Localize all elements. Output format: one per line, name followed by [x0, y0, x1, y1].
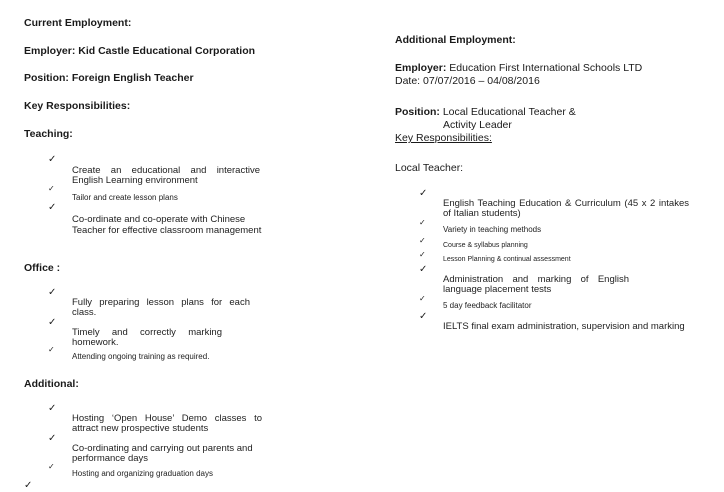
list-item: IELTS final exam administration, supervision and marking — [443, 321, 685, 332]
current-employment-title: Current Employment: — [24, 17, 132, 29]
key-responsibilities-heading: Key Responsibilities: — [24, 100, 131, 112]
list-item: Fully preparing lesson plans for each class. — [72, 297, 250, 318]
list-item: Administration and marking of English language placement tests — [443, 274, 629, 295]
list-item: Create an educational and interactive English Learning environment — [72, 165, 260, 186]
checkmark-icon: ✓ — [48, 287, 57, 298]
checkmark-icon: ✓ — [419, 188, 428, 199]
checkmark-icon: ✓ — [419, 294, 426, 303]
list-item: Co-ordinating and carrying out parents and performance days — [72, 443, 253, 464]
list-item: Timely and correctly marking homework. — [72, 327, 222, 348]
employer-line: Employer: Kid Castle Educational Corporation — [24, 45, 256, 57]
employer-value: Education First International Schools LTD — [446, 62, 643, 74]
checkmark-icon: ✓ — [48, 317, 57, 328]
employer-label: Employer: — [395, 62, 447, 74]
list-item: Hosting ‘Open House’ Demo classes to attract new prospective students — [72, 413, 262, 434]
additional-employment-title: Additional Employment: — [395, 34, 516, 46]
list-item: Hosting and organizing graduation days — [72, 469, 213, 478]
checkmark-icon: ✓ — [48, 202, 57, 213]
checkmark-icon: ✓ — [419, 218, 426, 227]
checkmark-icon: ✓ — [48, 184, 55, 193]
local-teacher-heading: Local Teacher: — [395, 162, 464, 174]
list-item: Attending ongoing training as required. — [72, 352, 210, 361]
key-responsibilities-heading: Key Responsibilities: — [395, 132, 492, 144]
checkmark-icon: ✓ — [419, 311, 428, 322]
checkmark-icon: ✓ — [419, 236, 426, 245]
checkmark-icon: ✓ — [419, 250, 426, 259]
list-item: Course & syllabus planning — [443, 242, 528, 249]
position-value-line2: Activity Leader — [443, 119, 512, 131]
checkmark-icon: ✓ — [419, 264, 428, 275]
checkmark-icon: ✓ — [48, 462, 55, 471]
checkmark-icon: ✓ — [24, 480, 33, 491]
date-line: Date: 07/07/2016 – 04/08/2016 — [395, 75, 540, 87]
position-label: Position: — [395, 106, 440, 118]
position-value: Local Educational Teacher & — [439, 106, 576, 118]
list-item: Lesson Planning & continual assessment — [443, 256, 571, 263]
position-line — [395, 106, 576, 118]
list-item: Co-ordinate and co-operate with Chinese Teacher for effective classroom management — [72, 214, 262, 236]
checkmark-icon: ✓ — [48, 433, 57, 444]
additional-heading: Additional: — [24, 378, 79, 390]
employer-line — [395, 62, 642, 74]
list-item: 5 day feedback facilitator — [443, 301, 532, 310]
teaching-heading: Teaching: — [24, 128, 73, 140]
checkmark-icon: ✓ — [48, 345, 55, 354]
position-line: Position: Foreign English Teacher — [24, 72, 194, 84]
list-item: Tailor and create lesson plans — [72, 193, 178, 202]
checkmark-icon: ✓ — [48, 154, 57, 165]
list-item: Variety in teaching methods — [443, 225, 542, 234]
office-heading: Office : — [24, 262, 61, 274]
list-item: English Teaching Education & Curriculum (45 x 2 intakes of Italian students) — [443, 198, 689, 219]
checkmark-icon: ✓ — [48, 403, 57, 414]
